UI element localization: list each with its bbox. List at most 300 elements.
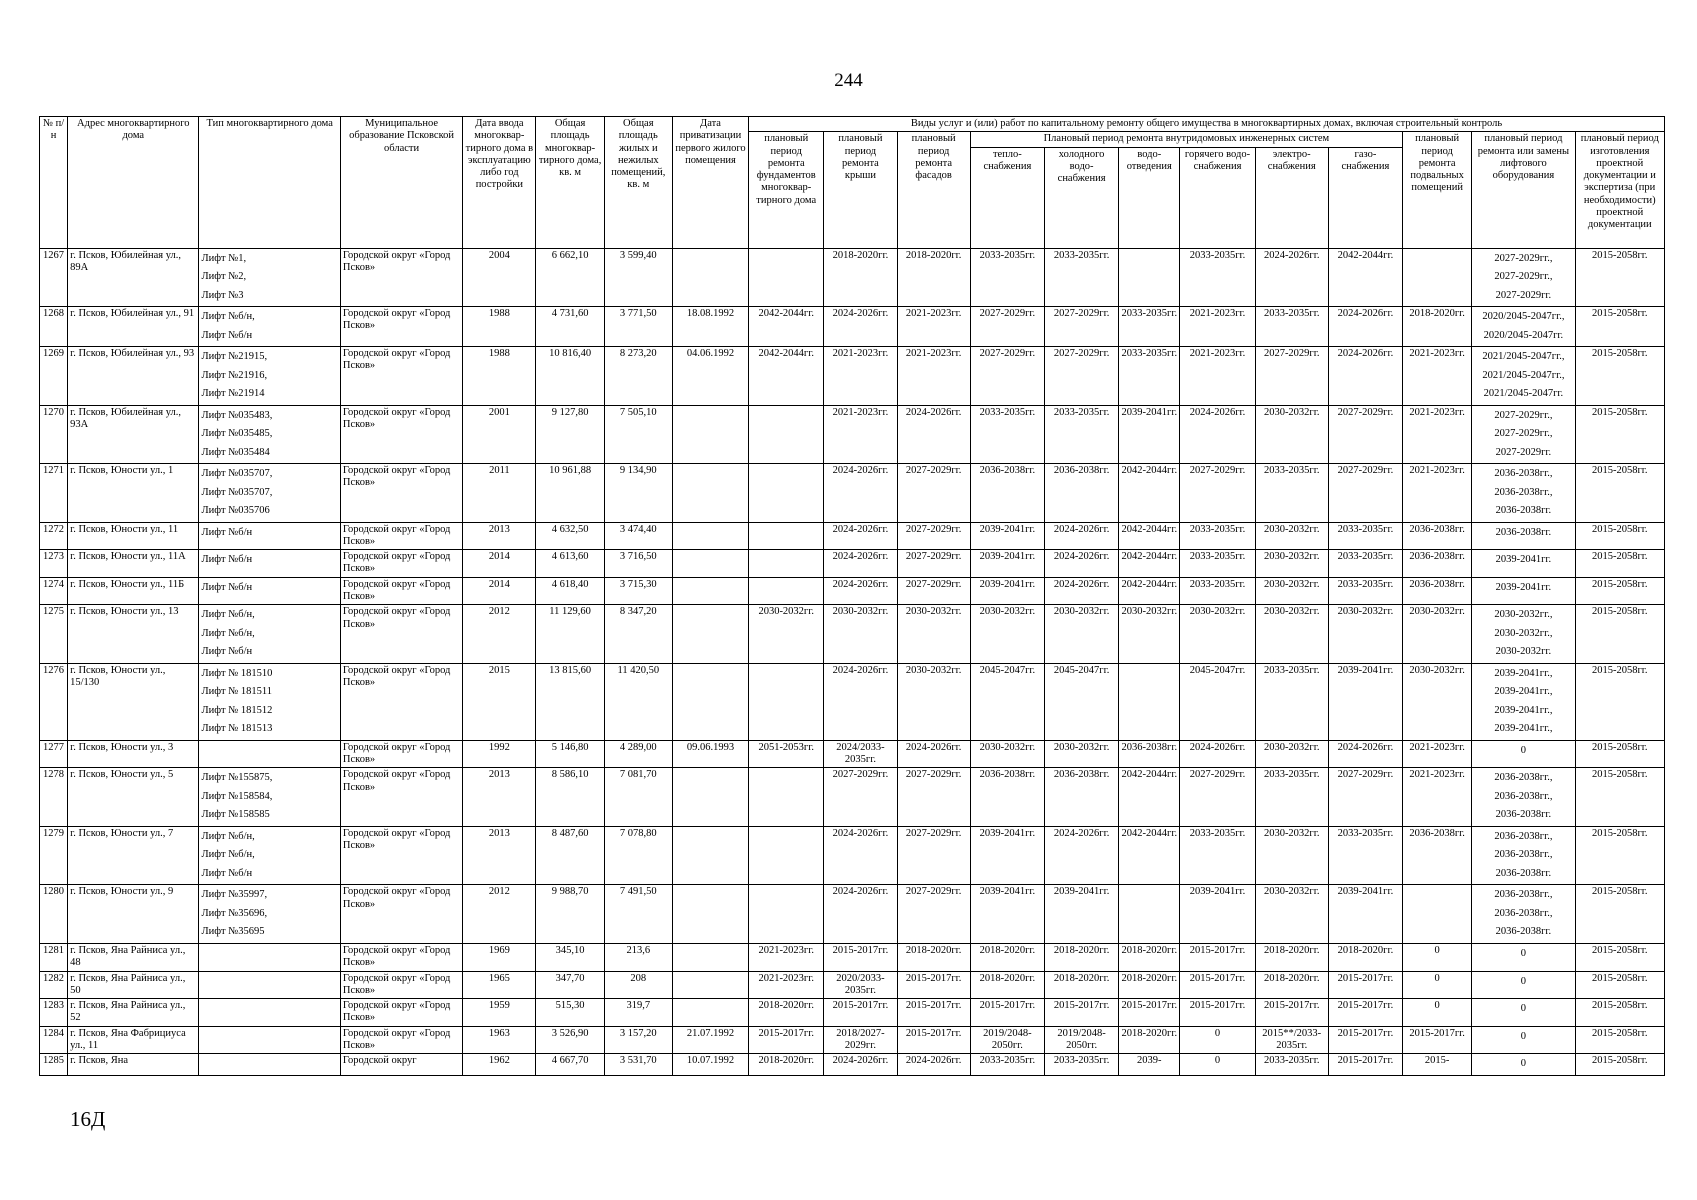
heat-supply-period-cell: 2039-2041гг. <box>970 550 1044 578</box>
address-cell: г. Псков, Юности ул., 11 <box>68 522 199 550</box>
cold-water-period-cell: 2015-2017гг. <box>1044 999 1118 1027</box>
heat-supply-period-cell: 2015-2017гг. <box>970 999 1044 1027</box>
building-type-cell <box>199 1054 340 1076</box>
lift-period-line: 2036-2038гг., <box>1494 889 1553 901</box>
lift-period-line: 2039-2041гг. <box>1495 581 1552 593</box>
building-type-cell <box>199 885 340 944</box>
cold-water-period-cell: 2027-2029гг. <box>1044 307 1118 347</box>
hot-water-period-cell: 2030-2032гг. <box>1180 605 1255 664</box>
privatization-date-cell: 18.08.1992 <box>672 307 748 347</box>
facade-period-cell: 2021-2023гг. <box>897 307 970 347</box>
municipality-cell: Городской округ «Город Псков» <box>340 768 462 827</box>
address-cell: г. Псков, Яна Райниса ул., 50 <box>68 971 199 999</box>
lift-label: Лифт №б/н, <box>201 627 255 639</box>
foundation-period-cell <box>749 464 824 523</box>
commission-year-cell: 1988 <box>463 347 536 406</box>
total-area-cell: 9 988,70 <box>536 885 604 944</box>
sewage-period-cell: 2039-2041гг. <box>1119 405 1180 464</box>
lift-label: Лифт №21915, <box>201 351 268 363</box>
address-cell: г. Псков, Юбилейная ул., 91 <box>68 307 199 347</box>
gas-period-cell: 2018-2020гг. <box>1328 943 1402 971</box>
basement-period-cell: 2036-2038гг. <box>1403 522 1472 550</box>
municipality-cell: Городской округ «Город Псков» <box>340 307 462 347</box>
header-facade: плановый период ремонта фасадов <box>897 132 970 248</box>
row-number-cell: 1270 <box>40 405 68 464</box>
basement-period-cell: 2021-2023гг. <box>1403 768 1472 827</box>
lift-period-line: 2030-2032гг., <box>1494 609 1553 621</box>
lift-label: Лифт №б/н <box>201 867 253 879</box>
total-area-cell: 4 613,60 <box>536 550 604 578</box>
lift-period-line: 2027-2029гг., <box>1494 428 1553 440</box>
lift-period-line: 2036-2038гг., <box>1494 907 1553 919</box>
lift-period-line: 0 <box>1520 975 1527 987</box>
hot-water-period-cell: 2021-2023гг. <box>1180 307 1255 347</box>
heat-supply-period-cell: 2039-2041гг. <box>970 885 1044 944</box>
gas-period-cell: 2027-2029гг. <box>1328 768 1402 827</box>
project-docs-period-cell: 2015-2058гг. <box>1575 405 1664 464</box>
facade-period-cell: 2027-2029гг. <box>897 522 970 550</box>
total-area-cell: 515,30 <box>536 999 604 1027</box>
lift-period-line: 2036-2038гг. <box>1495 926 1552 938</box>
gas-period-cell: 2030-2032гг. <box>1328 605 1402 664</box>
table-row <box>40 740 1665 768</box>
lift-label: Лифт №б/н <box>201 554 253 566</box>
facade-period-cell: 2024-2026гг. <box>897 740 970 768</box>
header-works: Виды услуг и (или) работ по капитальному ремонту общего имущества в многоквартирных домах, включая строительный контроль <box>749 117 1665 132</box>
municipality-cell: Городской округ «Город Псков» <box>340 663 462 740</box>
foundation-period-cell: 2051-2053гг. <box>749 740 824 768</box>
foundation-period-cell <box>749 885 824 944</box>
cold-water-period-cell: 2039-2041гг. <box>1044 885 1118 944</box>
project-docs-period-cell: 2015-2058гг. <box>1575 577 1664 605</box>
lift-label: Лифт №158585 <box>201 809 270 821</box>
roof-period-cell: 2021-2023гг. <box>824 347 897 406</box>
foundation-period-cell <box>749 522 824 550</box>
project-docs-period-cell: 2015-2058гг. <box>1575 522 1664 550</box>
commission-year-cell: 2004 <box>463 248 536 307</box>
electric-period-cell: 2024-2026гг. <box>1255 248 1328 307</box>
lift-period-cell <box>1472 550 1575 578</box>
foundation-period-cell: 2042-2044гг. <box>749 347 824 406</box>
building-type-cell <box>199 605 340 664</box>
header-electric: электро-снабжения <box>1255 147 1328 248</box>
table-row <box>40 522 1665 550</box>
municipality-cell: Городской округ «Город Псков» <box>340 248 462 307</box>
electric-period-cell: 2033-2035гг. <box>1255 464 1328 523</box>
foundation-period-cell: 2018-2020гг. <box>749 999 824 1027</box>
sewage-period-cell: 2042-2044гг. <box>1119 768 1180 827</box>
roof-period-cell: 2015-2017гг. <box>824 999 897 1027</box>
row-number-cell: 1271 <box>40 464 68 523</box>
table-row <box>40 971 1665 999</box>
living-area-cell: 11 420,50 <box>604 663 672 740</box>
electric-period-cell: 2033-2035гг. <box>1255 307 1328 347</box>
heat-supply-period-cell: 2033-2035гг. <box>970 405 1044 464</box>
foundation-period-cell <box>749 577 824 605</box>
gas-period-cell: 2033-2035гг. <box>1328 522 1402 550</box>
privatization-date-cell <box>672 943 748 971</box>
electric-period-cell: 2030-2032гг. <box>1255 885 1328 944</box>
commission-year-cell: 1992 <box>463 740 536 768</box>
hot-water-period-cell: 2045-2047гг. <box>1180 663 1255 740</box>
row-number-cell: 1277 <box>40 740 68 768</box>
sewage-period-cell: 2039- <box>1119 1054 1180 1076</box>
hot-water-period-cell: 2024-2026гг. <box>1180 405 1255 464</box>
lift-period-line: 0 <box>1520 744 1527 756</box>
lift-label: Лифт №1, <box>201 252 247 264</box>
cold-water-period-cell: 2024-2026гг. <box>1044 550 1118 578</box>
row-number-cell: 1282 <box>40 971 68 999</box>
header-type: Тип многоквартирного дома <box>199 117 340 249</box>
privatization-date-cell: 21.07.1992 <box>672 1026 748 1054</box>
row-number-cell: 1269 <box>40 347 68 406</box>
basement-period-cell: 2036-2038гг. <box>1403 577 1472 605</box>
privatization-date-cell <box>672 826 748 885</box>
cold-water-period-cell: 2027-2029гг. <box>1044 347 1118 406</box>
foundation-period-cell <box>749 826 824 885</box>
electric-period-cell: 2030-2032гг. <box>1255 577 1328 605</box>
sewage-period-cell: 2030-2032гг. <box>1119 605 1180 664</box>
hot-water-period-cell: 2033-2035гг. <box>1180 826 1255 885</box>
basement-period-cell: 2030-2032гг. <box>1403 663 1472 740</box>
roof-period-cell: 2021-2023гг. <box>824 405 897 464</box>
header-total-area: Общая площадь многоквар-тирного дома, кв. м <box>536 117 604 249</box>
municipality-cell: Городской округ «Город Псков» <box>340 971 462 999</box>
lift-period-line: 2036-2038гг. <box>1495 526 1552 538</box>
gas-period-cell: 2015-2017гг. <box>1328 971 1402 999</box>
basement-period-cell: 2015-2017гг. <box>1403 1026 1472 1054</box>
lift-label: Лифт №б/н <box>201 646 253 658</box>
heat-supply-period-cell: 2039-2041гг. <box>970 522 1044 550</box>
living-area-cell: 8 347,20 <box>604 605 672 664</box>
row-number-cell: 1278 <box>40 768 68 827</box>
privatization-date-cell <box>672 405 748 464</box>
address-cell: г. Псков, Яна Фабрициуса ул., 11 <box>68 1026 199 1054</box>
lift-label: Лифт № 181513 <box>201 723 273 735</box>
table-row <box>40 1054 1665 1076</box>
lift-period-line: 2020/2045-2047гг., <box>1482 311 1565 323</box>
address-cell: г. Псков, Юности ул., 13 <box>68 605 199 664</box>
electric-period-cell: 2018-2020гг. <box>1255 971 1328 999</box>
lift-label: Лифт №2, <box>201 271 247 283</box>
facade-period-cell: 2027-2029гг. <box>897 826 970 885</box>
cold-water-period-cell: 2024-2026гг. <box>1044 577 1118 605</box>
roof-period-cell: 2024-2026гг. <box>824 550 897 578</box>
address-cell: г. Псков, Юности ул., 1 <box>68 464 199 523</box>
gas-period-cell: 2024-2026гг. <box>1328 347 1402 406</box>
foundation-period-cell <box>749 405 824 464</box>
row-number-cell: 1272 <box>40 522 68 550</box>
table-row <box>40 605 1665 664</box>
heat-supply-period-cell: 2027-2029гг. <box>970 307 1044 347</box>
hot-water-period-cell: 2015-2017гг. <box>1180 971 1255 999</box>
project-docs-period-cell: 2015-2058гг. <box>1575 999 1664 1027</box>
basement-period-cell: 0 <box>1403 971 1472 999</box>
gas-period-cell: 2024-2026гг. <box>1328 740 1402 768</box>
living-area-cell: 7 505,10 <box>604 405 672 464</box>
basement-period-cell: 2018-2020гг. <box>1403 307 1472 347</box>
facade-period-cell: 2015-2017гг. <box>897 999 970 1027</box>
address-cell: г. Псков, Яна Райниса ул., 52 <box>68 999 199 1027</box>
lift-label: Лифт №035706 <box>201 505 270 517</box>
lift-period-cell <box>1472 999 1575 1027</box>
project-docs-period-cell: 2015-2058гг. <box>1575 826 1664 885</box>
total-area-cell: 4 667,70 <box>536 1054 604 1076</box>
facade-period-cell: 2021-2023гг. <box>897 347 970 406</box>
cold-water-period-cell: 2045-2047гг. <box>1044 663 1118 740</box>
commission-year-cell: 2013 <box>463 768 536 827</box>
sewage-period-cell <box>1119 663 1180 740</box>
lift-period-cell <box>1472 663 1575 740</box>
lift-period-line: 2039-2041гг., <box>1494 704 1553 716</box>
commission-year-cell: 2012 <box>463 605 536 664</box>
commission-year-cell: 2014 <box>463 577 536 605</box>
lift-period-line: 2030-2032гг., <box>1494 627 1553 639</box>
cold-water-period-cell: 2018-2020гг. <box>1044 971 1118 999</box>
cold-water-period-cell: 2036-2038гг. <box>1044 464 1118 523</box>
roof-period-cell: 2018-2020гг. <box>824 248 897 307</box>
building-type-cell <box>199 943 340 971</box>
heat-supply-period-cell: 2039-2041гг. <box>970 577 1044 605</box>
total-area-cell: 4 618,40 <box>536 577 604 605</box>
lift-label: Лифт №035485, <box>201 428 273 440</box>
facade-period-cell: 2027-2029гг. <box>897 577 970 605</box>
gas-period-cell: 2015-2017гг. <box>1328 999 1402 1027</box>
roof-period-cell: 2024-2026гг. <box>824 522 897 550</box>
privatization-date-cell: 04.06.1992 <box>672 347 748 406</box>
sewage-period-cell: 2033-2035гг. <box>1119 307 1180 347</box>
building-type-cell <box>199 999 340 1027</box>
header-commission: Дата ввода многоквар-тирного дома в эксплуатацию либо год постройки <box>463 117 536 249</box>
facade-period-cell: 2024-2026гг. <box>897 405 970 464</box>
living-area-cell: 9 134,90 <box>604 464 672 523</box>
lift-label: Лифт №155875, <box>201 772 273 784</box>
building-type-cell <box>199 1026 340 1054</box>
facade-period-cell: 2030-2032гг. <box>897 663 970 740</box>
cold-water-period-cell: 2036-2038гг. <box>1044 768 1118 827</box>
electric-period-cell: 2030-2032гг. <box>1255 826 1328 885</box>
page-number: 244 <box>834 70 863 91</box>
project-docs-period-cell: 2015-2058гг. <box>1575 347 1664 406</box>
lift-period-line: 0 <box>1520 1003 1527 1015</box>
municipality-cell: Городской округ «Город Псков» <box>340 464 462 523</box>
foundation-period-cell: 2021-2023гг. <box>749 943 824 971</box>
electric-period-cell: 2033-2035гг. <box>1255 768 1328 827</box>
cold-water-period-cell: 2033-2035гг. <box>1044 1054 1118 1076</box>
hot-water-period-cell: 2015-2017гг. <box>1180 943 1255 971</box>
address-cell: г. Псков, Юности ул., 15/130 <box>68 663 199 740</box>
lift-period-line: 2039-2041гг. <box>1495 554 1552 566</box>
building-type-cell <box>199 307 340 347</box>
row-number-cell: 1268 <box>40 307 68 347</box>
lift-label: Лифт №б/н, <box>201 830 255 842</box>
facade-period-cell: 2030-2032гг. <box>897 605 970 664</box>
cold-water-period-cell: 2018-2020гг. <box>1044 943 1118 971</box>
gas-period-cell: 2039-2041гг. <box>1328 663 1402 740</box>
table-row <box>40 768 1665 827</box>
facade-period-cell: 2018-2020гг. <box>897 248 970 307</box>
lift-period-line: 2036-2038гг., <box>1494 830 1553 842</box>
project-docs-period-cell: 2015-2058гг. <box>1575 663 1664 740</box>
sewage-period-cell <box>1119 885 1180 944</box>
municipality-cell: Городской округ «Город Псков» <box>340 347 462 406</box>
total-area-cell: 11 129,60 <box>536 605 604 664</box>
basement-period-cell: 0 <box>1403 999 1472 1027</box>
basement-period-cell <box>1403 248 1472 307</box>
privatization-date-cell <box>672 663 748 740</box>
facade-period-cell: 2015-2017гг. <box>897 1026 970 1054</box>
lift-period-line: 2036-2038гг. <box>1495 809 1552 821</box>
lift-period-line: 2021/2045-2047гг. <box>1483 388 1564 400</box>
row-number-cell: 1267 <box>40 248 68 307</box>
municipality-cell: Городской округ «Город Псков» <box>340 605 462 664</box>
project-docs-period-cell: 2015-2058гг. <box>1575 943 1664 971</box>
table-header <box>40 117 1665 249</box>
cold-water-period-cell: 2019/2048-2050гг. <box>1044 1026 1118 1054</box>
total-area-cell: 3 526,90 <box>536 1026 604 1054</box>
privatization-date-cell <box>672 577 748 605</box>
roof-period-cell: 2015-2017гг. <box>824 943 897 971</box>
hot-water-period-cell: 0 <box>1180 1026 1255 1054</box>
roof-period-cell: 2024-2026гг. <box>824 826 897 885</box>
living-area-cell: 213,6 <box>604 943 672 971</box>
row-number-cell: 1279 <box>40 826 68 885</box>
table-row <box>40 405 1665 464</box>
header-sewage: водо-отведения <box>1119 147 1180 248</box>
lift-period-line: 2027-2029гг. <box>1495 446 1552 458</box>
row-number-cell: 1280 <box>40 885 68 944</box>
basement-period-cell: 2021-2023гг. <box>1403 405 1472 464</box>
municipality-cell: Городской округ «Город Псков» <box>340 522 462 550</box>
living-area-cell: 3 715,30 <box>604 577 672 605</box>
sewage-period-cell: 2033-2035гг. <box>1119 347 1180 406</box>
municipality-cell: Городской округ «Город Псков» <box>340 577 462 605</box>
foundation-period-cell <box>749 768 824 827</box>
lift-label: Лифт №21914 <box>201 388 265 400</box>
living-area-cell: 8 273,20 <box>604 347 672 406</box>
heat-supply-period-cell: 2027-2029гг. <box>970 347 1044 406</box>
hot-water-period-cell: 2015-2017гг. <box>1180 999 1255 1027</box>
living-area-cell: 3 474,40 <box>604 522 672 550</box>
living-area-cell: 3 716,50 <box>604 550 672 578</box>
lift-period-line: 2036-2038гг. <box>1495 867 1552 879</box>
sewage-period-cell: 2018-2020гг. <box>1119 943 1180 971</box>
row-number-cell: 1276 <box>40 663 68 740</box>
roof-period-cell: 2020/2033-2035гг. <box>824 971 897 999</box>
row-number-cell: 1275 <box>40 605 68 664</box>
sewage-period-cell: 2018-2020гг. <box>1119 1026 1180 1054</box>
table-row <box>40 826 1665 885</box>
roof-period-cell: 2024-2026гг. <box>824 1054 897 1076</box>
municipality-cell: Городской округ «Город Псков» <box>340 405 462 464</box>
hot-water-period-cell: 2033-2035гг. <box>1180 550 1255 578</box>
project-docs-period-cell: 2015-2058гг. <box>1575 1026 1664 1054</box>
cold-water-period-cell: 2033-2035гг. <box>1044 405 1118 464</box>
lift-period-line: 2036-2038гг., <box>1494 849 1553 861</box>
lift-label: Лифт №б/н, <box>201 311 255 323</box>
commission-year-cell: 2013 <box>463 826 536 885</box>
table-row <box>40 464 1665 523</box>
hot-water-period-cell: 2027-2029гг. <box>1180 464 1255 523</box>
lift-period-line: 2030-2032гг. <box>1495 646 1552 658</box>
total-area-cell: 6 662,10 <box>536 248 604 307</box>
privatization-date-cell: 10.07.1992 <box>672 1054 748 1076</box>
lift-period-line: 2036-2038гг., <box>1494 772 1553 784</box>
lift-period-line: 2039-2041гг., <box>1494 667 1553 679</box>
row-number-cell: 1284 <box>40 1026 68 1054</box>
building-type-cell <box>199 522 340 550</box>
facade-period-cell: 2024-2026гг. <box>897 1054 970 1076</box>
privatization-date-cell: 09.06.1993 <box>672 740 748 768</box>
lift-label: Лифт №б/н <box>201 329 253 341</box>
header-foundation: плановый период ремонта фундаментов многоквар-тирного дома <box>749 132 824 248</box>
header-municipality: Муниципальное образование Псковской области <box>340 117 462 249</box>
total-area-cell: 10 961,88 <box>536 464 604 523</box>
lift-label: Лифт №35997, <box>201 889 268 901</box>
lift-period-line: 0 <box>1520 1030 1527 1042</box>
privatization-date-cell <box>672 464 748 523</box>
basement-period-cell: 2021-2023гг. <box>1403 740 1472 768</box>
cold-water-period-cell: 2024-2026гг. <box>1044 826 1118 885</box>
sewage-period-cell: 2015-2017гг. <box>1119 999 1180 1027</box>
commission-year-cell: 1969 <box>463 943 536 971</box>
lift-period-cell <box>1472 248 1575 307</box>
electric-period-cell: 2030-2032гг. <box>1255 605 1328 664</box>
living-area-cell: 3 531,70 <box>604 1054 672 1076</box>
lift-label: Лифт №035707, <box>201 486 273 498</box>
living-area-cell: 319,7 <box>604 999 672 1027</box>
table-row <box>40 885 1665 944</box>
basement-period-cell: 2021-2023гг. <box>1403 464 1472 523</box>
heat-supply-period-cell: 2033-2035гг. <box>970 1054 1044 1076</box>
table-row <box>40 1026 1665 1054</box>
hot-water-period-cell: 0 <box>1180 1054 1255 1076</box>
lift-label: Лифт №035483, <box>201 409 273 421</box>
privatization-date-cell <box>672 550 748 578</box>
table-body <box>40 248 1665 1075</box>
lift-period-cell <box>1472 347 1575 406</box>
municipality-cell: Городской округ «Город Псков» <box>340 740 462 768</box>
lift-period-cell <box>1472 943 1575 971</box>
sewage-period-cell: 2036-2038гг. <box>1119 740 1180 768</box>
basement-period-cell: 2015- <box>1403 1054 1472 1076</box>
building-type-cell <box>199 464 340 523</box>
total-area-cell: 347,70 <box>536 971 604 999</box>
total-area-cell: 8 487,60 <box>536 826 604 885</box>
foundation-period-cell: 2030-2032гг. <box>749 605 824 664</box>
basement-period-cell <box>1403 885 1472 944</box>
gas-period-cell: 2027-2029гг. <box>1328 464 1402 523</box>
roof-period-cell: 2030-2032гг. <box>824 605 897 664</box>
roof-period-cell: 2024-2026гг. <box>824 307 897 347</box>
commission-year-cell: 1988 <box>463 307 536 347</box>
heat-supply-period-cell: 2036-2038гг. <box>970 768 1044 827</box>
address-cell: г. Псков, Юбилейная ул., 89А <box>68 248 199 307</box>
header-num: № п/н <box>40 117 68 249</box>
table-row <box>40 347 1665 406</box>
table-row <box>40 550 1665 578</box>
municipality-cell: Городской округ «Город Псков» <box>340 550 462 578</box>
municipality-cell: Городской округ «Город Псков» <box>340 1026 462 1054</box>
header-roof: плановый период ремонта крыши <box>824 132 897 248</box>
table-row <box>40 943 1665 971</box>
lift-period-line: 2027-2029гг., <box>1494 252 1553 264</box>
building-type-cell <box>199 347 340 406</box>
heat-supply-period-cell: 2039-2041гг. <box>970 826 1044 885</box>
lift-label: Лифт №35696, <box>201 907 268 919</box>
lift-label: Лифт № 181511 <box>201 686 272 698</box>
sewage-period-cell: 2042-2044гг. <box>1119 522 1180 550</box>
